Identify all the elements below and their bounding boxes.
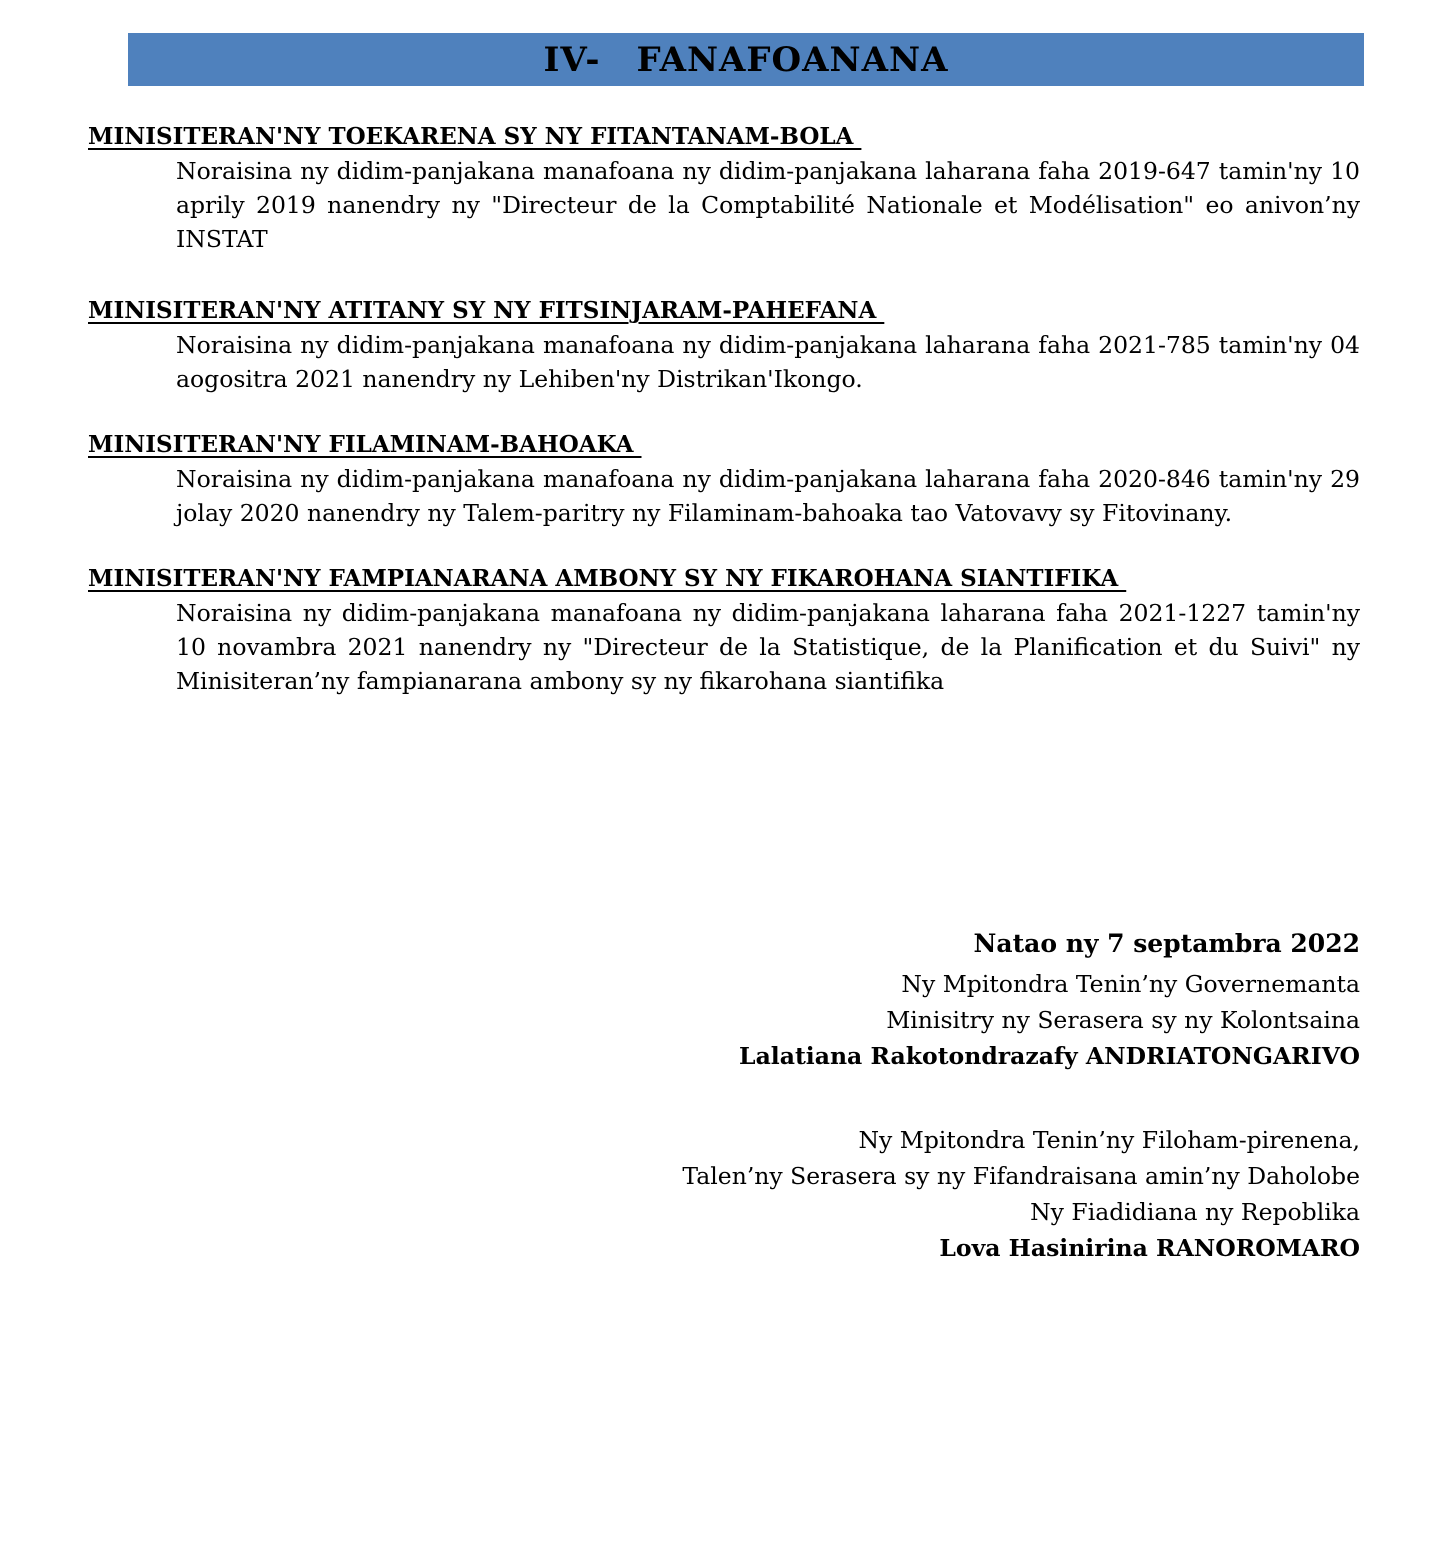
signatory-name: Lova Hasinirina RANOROMARO <box>939 1234 1360 1262</box>
signatory-name: Lalatiana Rakotondrazafy ANDRIATONGARIVO <box>739 1042 1360 1070</box>
signatory-role: Talen’ny Serasera sy ny Fifandraisana amin’ny Daholobe <box>682 1162 1360 1190</box>
signature-date: Natao ny 7 septambra 2022 <box>973 929 1360 958</box>
decree-text: Noraisina ny didim-panjakana manafoana ny didim-panjakana laharana faha 2021-1227 tamin'ny 10 novambra 2021 nanendry ny "Directeur de la Statistique, de la Planification et du Suivi" ny Minisiteran’ny fampianarana ambony sy ny fikarohana siantifika <box>176 599 1360 695</box>
section-banner <box>128 33 1364 86</box>
section-economy-finance <box>88 120 1360 256</box>
signatory-role: Ny Fiadidiana ny Repoblika <box>1030 1198 1360 1226</box>
section-public-security <box>88 428 1360 530</box>
document-body <box>88 120 1360 698</box>
section-higher-education-research <box>88 562 1360 698</box>
decree-text: Noraisina ny didim-panjakana manafoana ny didim-panjakana laharana faha 2021-785 tamin'ny 04 aogositra 2021 nanendry ny Lehiben'ny Distrikan'Ikongo. <box>176 331 1360 393</box>
decree-text: Noraisina ny didim-panjakana manafoana ny didim-panjakana laharana faha 2019-647 tamin'ny 10 aprily 2019 nanendry ny "Directeur de la Comptabilité Nationale et Modélisation" eo anivon’ny INSTAT <box>176 157 1360 253</box>
ministry-title: MINISITERAN'NY FILAMINAM-BAHOAKA <box>88 431 642 458</box>
section-heading: FANAFOANANA <box>636 39 949 80</box>
ministry-title: MINISITERAN'NY ATITANY SY NY FITSINJARAM-PAHEFANA <box>88 297 885 324</box>
signatory-role: Ny Mpitondra Tenin’ny Filoham-pirenena, <box>858 1126 1360 1154</box>
section-number: IV- <box>543 39 601 80</box>
decree-text: Noraisina ny didim-panjakana manafoana ny didim-panjakana laharana faha 2020-846 tamin'ny 29 jolay 2020 nanendry ny Talem-paritry ny Filaminam-bahoaka tao Vatovavy sy Fitovinany. <box>176 465 1360 527</box>
ministry-title: MINISITERAN'NY TOEKARENA SY NY FITANTANAM-BOLA <box>88 123 862 150</box>
signatory-role: Ny Mpitondra Tenin’ny Governemanta <box>901 970 1360 998</box>
signatory-role: Minisitry ny Serasera sy ny Kolontsaina <box>886 1006 1360 1034</box>
signature-block <box>460 922 1360 1266</box>
ministry-title: MINISITERAN'NY FAMPIANARANA AMBONY SY NY FIKAROHANA SIANTIFIKA <box>88 565 1127 592</box>
section-interior-decentralization <box>88 294 1360 396</box>
